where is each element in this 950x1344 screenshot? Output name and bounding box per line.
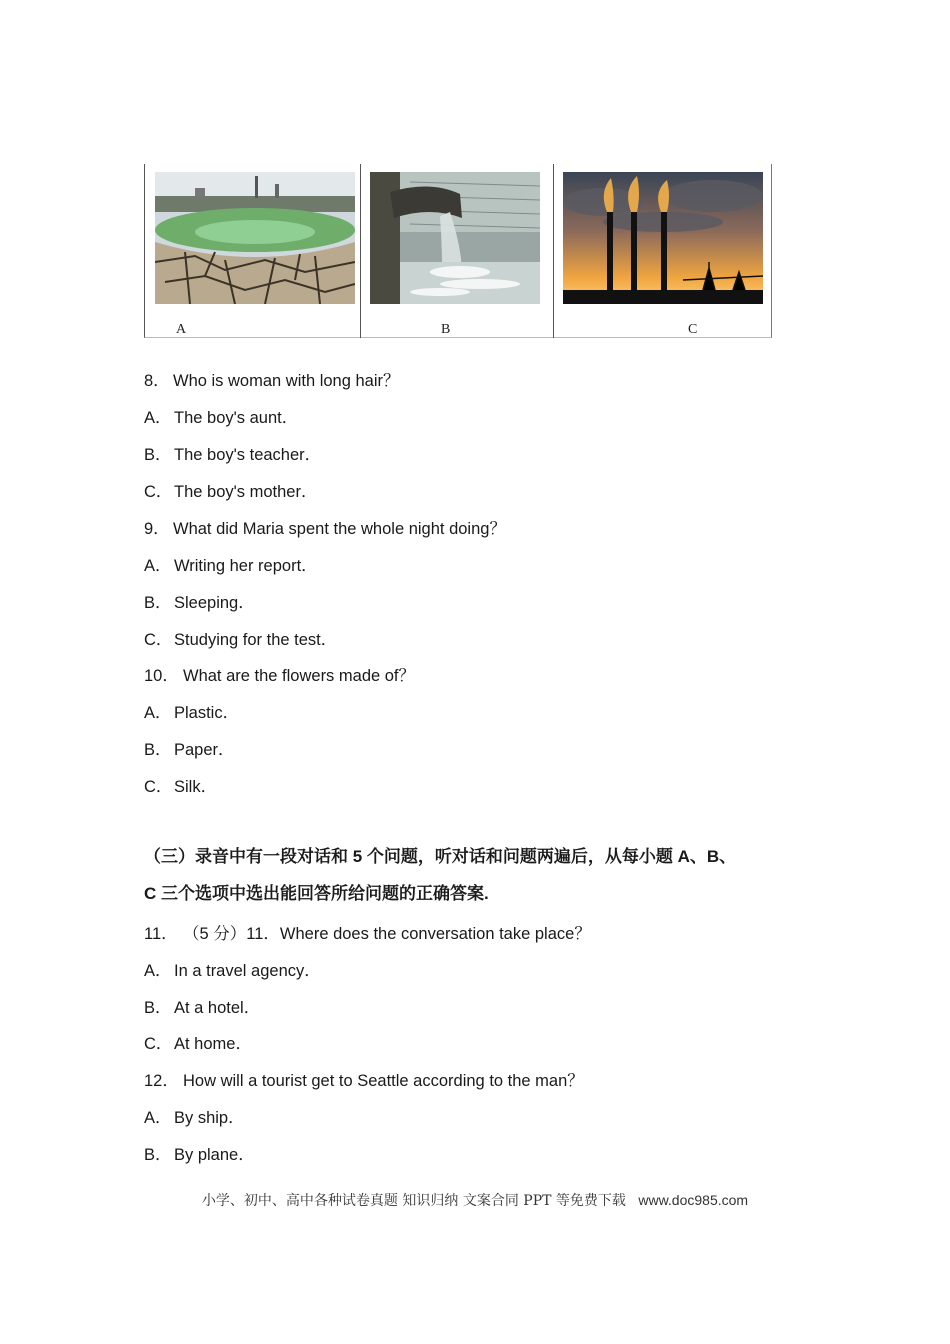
question-8 (144, 367, 400, 391)
footer-url[interactable]: www.doc985.com (638, 1192, 749, 1208)
option-9a: A． Writing her report． (144, 557, 318, 575)
question-text: What did Maria spent the whole night doing？ (173, 520, 506, 538)
question-score: （5 分） (183, 925, 247, 943)
question-number: 12． (144, 1072, 179, 1090)
image-cell-b (361, 164, 554, 338)
question-9 (144, 515, 506, 539)
section-3-line-1: （三）录音中有一段对话和 5 个问题，听对话和问题两遍后，从每小题 A、B、 (144, 847, 737, 866)
question-10 (144, 662, 415, 686)
image-cell-a (145, 164, 361, 338)
option-10a: A． Plastic． (144, 704, 240, 722)
image-table (144, 164, 772, 338)
image-label-b: B (441, 322, 451, 337)
option-11b: B． At a hotel． (144, 999, 261, 1017)
option-10b: B． Paper． (144, 741, 235, 759)
question-text: How will a tourist get to Seattle according to the man？ (183, 1072, 584, 1090)
question-12 (144, 1067, 584, 1091)
page-footer (0, 1190, 950, 1210)
image-label-c: C (688, 322, 698, 337)
section-3-instructions (144, 838, 824, 912)
option-9b: B． Sleeping． (144, 594, 255, 612)
question-text: Who is woman with long hair？ (173, 372, 400, 390)
question-11 (144, 920, 591, 944)
option-11c: C．At home． (144, 1035, 252, 1053)
option-12b: B． By plane． (144, 1146, 255, 1164)
image-label-a: A (176, 322, 187, 337)
question-number: 8． (144, 372, 170, 390)
option-8c: C．The boy's mother． (144, 483, 318, 501)
dry-lakebed-image (155, 172, 355, 304)
smokestacks-image (563, 172, 763, 304)
image-cell-c (554, 164, 772, 338)
footer-text: 小学、初中、高中各种试卷真题 知识归纳 文案合同 PPT 等免费下载 (201, 1193, 626, 1209)
option-8b: B． The boy's teacher． (144, 446, 322, 464)
question-number: 11． (144, 925, 178, 943)
option-12a: A． By ship． (144, 1109, 245, 1127)
option-8a: A． The boy's aunt． (144, 409, 299, 427)
sewage-pipe-image (370, 172, 540, 304)
option-10c: C．Silk． (144, 778, 218, 796)
question-number: 9． (144, 520, 170, 538)
question-number: 10． (144, 667, 179, 685)
section-3-line-2: C 三个选项中选出能回答所给问题的正确答案. (144, 884, 489, 903)
option-9c: C．Studying for the test． (144, 631, 338, 649)
option-11a: A． In a travel agency． (144, 962, 321, 980)
question-text: 11．Where does the conversation take place？ (246, 925, 591, 943)
question-text: What are the flowers made of？ (183, 667, 416, 685)
